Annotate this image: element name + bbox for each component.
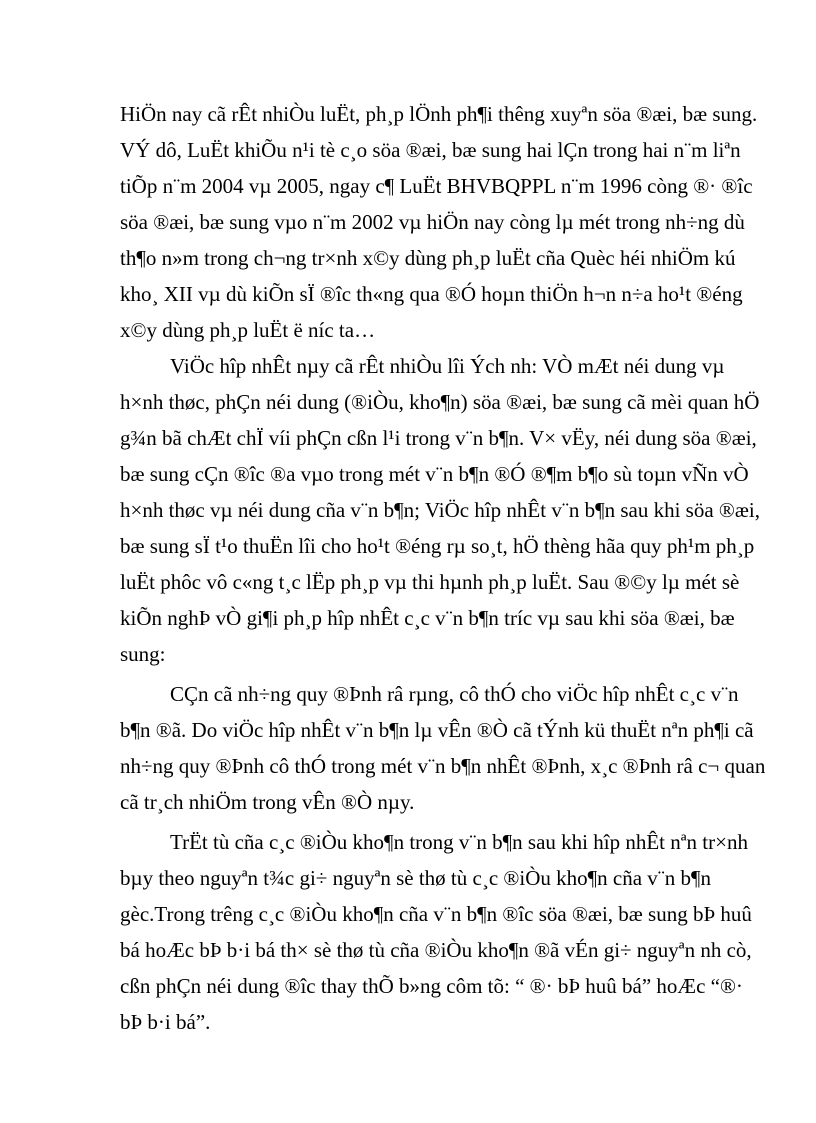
text-line: kho¸ XII vµ dù kiÕn sÏ ®îc th«ng qua ®Ó hoµn thiÖn h¬n n÷a ho¹t ®éng [120,282,743,306]
text-line: bÞ b·i bá”. [120,1010,211,1034]
text-line: ViÖc hîp nhÊt nµy cã rÊt nhiÒu lîi Ých nh: VÒ mÆt néi dung vµ [170,354,725,378]
text-line: kiÕn nghÞ vÒ gi¶i ph¸p hîp nhÊt c¸c v¨n b¶n tríc vµ sau khi söa ®æi, bæ [120,606,735,630]
text-line: gèc.Trong trêng c¸c ®iÒu kho¶n cña v¨n b¶n ®îc söa ®æi, bæ sung bÞ huû [120,902,752,926]
text-line: h×nh thøc vµ néi dung cña v¨n b¶n; ViÖc hîp nhÊt v¨n b¶n sau khi söa ®æi, [120,498,760,522]
text-line: b¶n ®ã. Do viÖc hîp nhÊt v¨n b¶n lµ vÊn ®Ò cã tÝnh kü thuËt nªn ph¶i cã [120,718,754,742]
text-line: luËt phôc vô c«ng t¸c lËp ph¸p vµ thi hµnh ph¸p luËt. Sau ®©y lµ mét sè [120,570,740,594]
text-line: bµy theo nguyªn t¾c gi÷ nguyªn sè thø tù c¸c ®iÒu kho¶n cña v¨n b¶n [120,866,712,890]
text-line: h×nh thøc, phÇn néi dung (®iÒu, kho¶n) söa ®æi, bæ sung cã mèi quan hÖ [120,390,760,414]
text-line: sung: [120,642,166,666]
text-line: cã tr¸ch nhiÖm trong vÊn ®Ò nµy. [120,790,415,814]
text-line: th¶o n»m trong ch¬ng tr×nh x©y dùng ph¸p luËt cña Quèc héi nhiÖm kú [120,246,736,270]
text-line: bá hoÆc bÞ b·i bá th× sè thø tù cña ®iÒu kho¶n ®ã vÉn gi÷ nguyªn nh cò, [120,938,752,962]
text-line: VÝ dô, LuËt khiÕu n¹i tè c¸o söa ®æi, bæ sung hai lÇn trong hai n¨m liªn [120,138,741,162]
text-line: TrËt tù cña c¸c ®iÒu kho¶n trong v¨n b¶n sau khi hîp nhÊt nªn tr×nh [170,830,748,854]
text-line: bæ sung sÏ t¹o thuËn lîi cho ho¹t ®éng rµ so¸t, hÖ thèng hãa quy ph¹m ph¸p [120,534,755,558]
text-line: cßn phÇn néi dung ®îc thay thÕ b»ng côm tõ: “ ®· bÞ huû bá” hoÆc “®· [120,974,743,998]
text-line: söa ®æi, bæ sung vµo n¨m 2002 vµ hiÖn nay còng lµ mét trong nh÷ng dù [120,210,745,234]
text-line: x©y dùng ph¸p luËt ë níc ta… [120,318,376,342]
text-line: bæ sung cÇn ®îc ®a vµo trong mét v¨n b¶n ®Ó ®¶m b¶o sù toµn vÑn vÒ [120,462,749,486]
text-line: CÇn cã nh÷ng quy ®Þnh râ rµng, cô thÓ cho viÖc hîp nhÊt c¸c v¨n [170,682,739,706]
document-page [120,0,766,1123]
text-line: g¾n bã chÆt chÏ víi phÇn cßn l¹i trong v¨n b¶n. V× vËy, néi dung söa ®æi, [120,426,757,450]
text-line: tiÕp n¨m 2004 vµ 2005, ngay c¶ LuËt BHVBQPPL n¨m 1996 còng ®· ®îc [120,174,753,198]
text-line: HiÖn nay cã rÊt nhiÒu luËt, ph¸p lÖnh ph¶i thêng xuyªn söa ®æi, bæ sung. [120,102,758,126]
text-line: nh÷ng quy ®Þnh cô thÓ trong mét v¨n b¶n nhÊt ®Þnh, x¸c ®Þnh râ c¬ quan [120,754,766,778]
